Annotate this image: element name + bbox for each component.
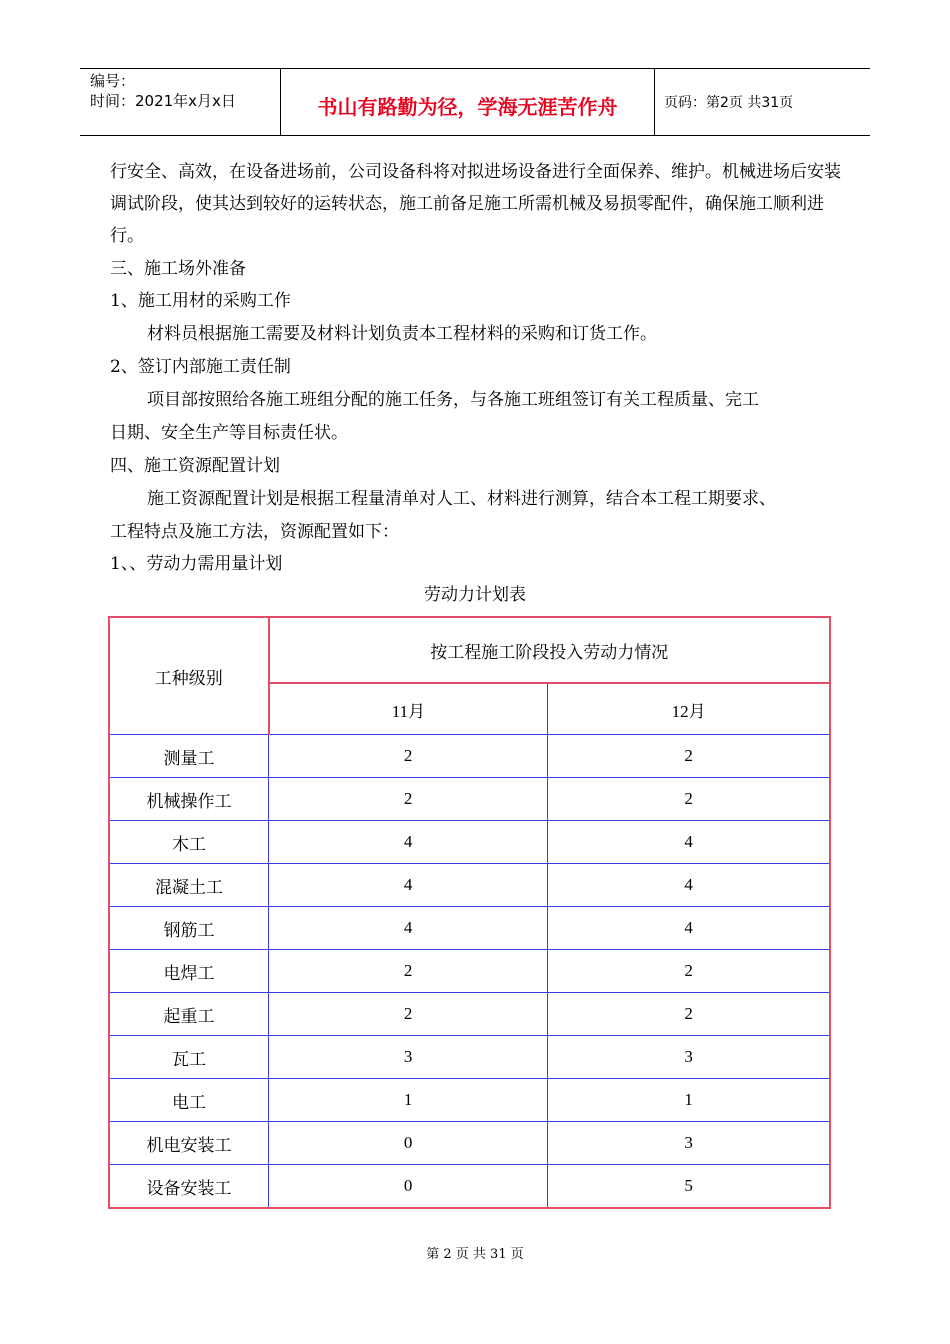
cell-work-type: 瓦工: [109, 1036, 269, 1079]
cell-count-december: 2: [548, 735, 830, 778]
table-row: [109, 1122, 830, 1165]
item-heading-responsibility: 2、签订内部施工责任制: [110, 357, 291, 377]
cell-count-november: 2: [269, 950, 548, 993]
table-header-row: [109, 617, 830, 683]
item-heading-materials: 1、施工用材的采购工作: [110, 291, 291, 311]
cell-count-december: 4: [548, 864, 830, 907]
cell-count-december: 2: [548, 778, 830, 821]
section-heading-3: 三、施工场外准备: [110, 259, 246, 279]
table-row: [109, 950, 830, 993]
cell-work-type: 机械操作工: [109, 778, 269, 821]
date-label: 时间：2021年x月x日: [90, 92, 236, 110]
cell-count-november: 2: [269, 778, 548, 821]
cell-work-type: 电焊工: [109, 950, 269, 993]
header-cell-month-11: 11月: [269, 683, 548, 735]
cell-count-november: 3: [269, 1036, 548, 1079]
cell-work-type: 混凝土工: [109, 864, 269, 907]
table-row: [109, 907, 830, 950]
table-row: [109, 1165, 830, 1209]
page-header: [80, 68, 870, 136]
cell-work-type: 钢筋工: [109, 907, 269, 950]
cell-work-type: 木工: [109, 821, 269, 864]
page-footer: 第 2 页 共 31 页: [426, 1247, 524, 1262]
labor-plan-table: [108, 616, 831, 1209]
cell-count-november: 0: [269, 1122, 548, 1165]
cell-count-november: 0: [269, 1165, 548, 1209]
header-cell-type: 工种级别: [109, 617, 269, 735]
header-cell-group: 按工程施工阶段投入劳动力情况: [269, 617, 830, 683]
cell-count-december: 1: [548, 1079, 830, 1122]
header-right-cell: [655, 69, 870, 135]
table-row: [109, 864, 830, 907]
table-row: [109, 1036, 830, 1079]
cell-count-november: 4: [269, 821, 548, 864]
section-heading-4: 四、施工资源配置计划: [110, 456, 280, 476]
cell-count-december: 3: [548, 1122, 830, 1165]
table-row: [109, 1079, 830, 1122]
cell-count-december: 2: [548, 950, 830, 993]
header-motto: 书山有路勤为径，学海无涯苦作舟: [281, 69, 655, 135]
cell-count-december: 4: [548, 907, 830, 950]
table-row: [109, 778, 830, 821]
header-left-cell: [80, 69, 281, 135]
table-row: [109, 735, 830, 778]
item-text-responsibility-line2: 日期、安全生产等目标责任状。: [110, 423, 348, 443]
cell-count-november: 2: [269, 735, 548, 778]
cell-count-december: 2: [548, 993, 830, 1036]
section-text-4-line2: 工程特点及施工方法，资源配置如下：: [110, 522, 399, 542]
paragraph-equipment: 行安全、高效，在设备进场前，公司设备科将对拟进场设备进行全面保养、维护。机械进场后安装调试阶段，使其达到较好的运转状态，施工前备足施工所需机械及易损零配件，确保施工顺利进行。: [110, 162, 841, 246]
cell-work-type: 机电安装工: [109, 1122, 269, 1165]
cell-work-type: 电工: [109, 1079, 269, 1122]
section-text-4-line1: 施工资源配置计划是根据工程量清单对人工、材料进行测算，结合本工程工期要求、: [147, 489, 776, 509]
cell-count-november: 2: [269, 993, 548, 1036]
table-row: [109, 821, 830, 864]
cell-count-november: 4: [269, 907, 548, 950]
item-heading-labor: 1、、劳动力需用量计划: [110, 554, 283, 574]
cell-count-december: 4: [548, 821, 830, 864]
item-text-materials: 材料员根据施工需要及材料计划负责本工程材料的采购和订货工作。: [147, 324, 657, 344]
page-info: 页码：第2页 共31页: [664, 95, 794, 111]
table-title: 劳动力计划表: [424, 585, 526, 605]
cell-count-december: 3: [548, 1036, 830, 1079]
header-cell-month-12: 12月: [548, 683, 830, 735]
number-label: 编号：: [90, 72, 136, 90]
cell-work-type: 测量工: [109, 735, 269, 778]
item-text-responsibility-line1: 项目部按照给各施工班组分配的施工任务，与各施工班组签订有关工程质量、完工: [147, 390, 759, 410]
cell-count-november: 1: [269, 1079, 548, 1122]
cell-count-november: 4: [269, 864, 548, 907]
cell-work-type: 起重工: [109, 993, 269, 1036]
cell-count-december: 5: [548, 1165, 830, 1209]
cell-work-type: 设备安装工: [109, 1165, 269, 1209]
table-row: [109, 993, 830, 1036]
